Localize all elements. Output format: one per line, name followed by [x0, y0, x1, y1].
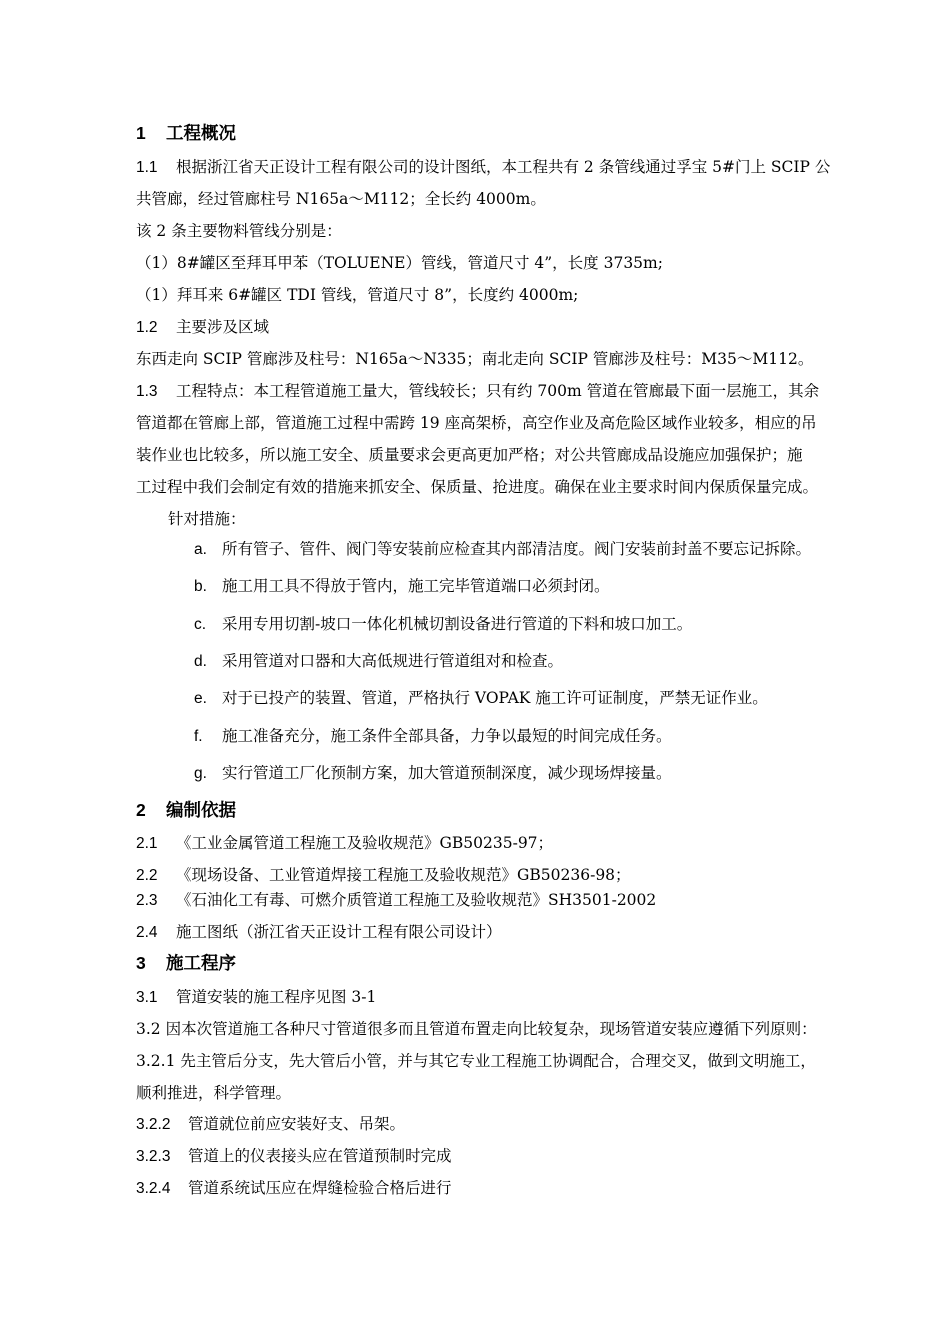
measure-item-a: [194, 539, 811, 560]
clause-number: 2.2: [136, 867, 158, 884]
paragraph-3-2-1-line-1: 3.2.1 先主管后分支，先大管后小管，并与其它专业工程施工协调配合，合理交叉，做到文明施工，: [136, 1052, 816, 1070]
measure-item-f: [194, 726, 672, 747]
reference-item-2-4: [136, 922, 502, 943]
paragraph-text: 主要涉及区域: [176, 318, 270, 336]
measure-item-c: [194, 614, 692, 635]
paragraph-text: 工程特点：本工程管道施工量大，管线较长；只有约 700m 管道在管廊最下面一层施工，其余: [176, 382, 820, 400]
pipeline-item-1: （1）8#罐区至拜耳甲苯（TOLUENE）管线，管道尺寸 4”，长度 3735m;: [136, 254, 663, 272]
paragraph-3-2-3: [136, 1146, 452, 1167]
reference-item-2-2: [136, 865, 631, 886]
paragraph-text: 管道系统试压应在焊缝检验合格后进行: [188, 1179, 452, 1197]
paragraph-1-3-line-1: [136, 381, 819, 402]
clause-number: 3.2.4: [136, 1180, 171, 1197]
list-text: 采用管道对口器和大高低规进行管道组对和检查。: [222, 652, 564, 670]
clause-number: 3.2.3: [136, 1148, 171, 1165]
list-label: a.: [194, 541, 207, 558]
reference-item-2-3: [136, 890, 656, 911]
section-1-heading: [136, 123, 236, 144]
section-number: 2: [136, 800, 146, 820]
section-number: 3: [136, 953, 146, 973]
paragraph-1-1-line-2: 共管廊，经过管廊柱号 N165a～M112；全长约 4000m。: [136, 190, 546, 208]
paragraph-text: 管道就位前应安装好支、吊架。: [188, 1115, 406, 1133]
paragraph-text: 管道安装的施工程序见图 3-1: [176, 988, 377, 1006]
paragraph-1-3-line-3: 装作业也比较多，所以施工安全、质量要求会更高更加严格；对公共管廊成品设施应加强保护；施: [136, 446, 803, 464]
list-text: 施工用工具不得放于管内，施工完毕管道端口必须封闭。: [222, 577, 610, 595]
measure-item-e: [194, 688, 768, 709]
reference-text: 《工业金属管道工程施工及验收规范》GB50235-97；: [176, 834, 554, 852]
list-label: b.: [194, 578, 207, 595]
measure-item-b: [194, 576, 610, 597]
reference-text: 施工图纸（浙江省天正设计工程有限公司设计）: [176, 923, 502, 941]
section-title: 编制依据: [166, 801, 236, 821]
list-label: g.: [194, 765, 207, 782]
reference-text: 《石油化工有毒、可燃介质管道工程施工及验收规范》SH3501-2002: [176, 891, 657, 909]
reference-text: 《现场设备、工业管道焊接工程施工及验收规范》GB50236-98；: [176, 866, 631, 884]
area-columns-line: 东西走向 SCIP 管廊涉及柱号：N165a～N335；南北走向 SCIP 管廊涉及柱号：M35～M112。: [136, 350, 814, 368]
clause-number: 1.2: [136, 319, 158, 336]
clause-number: 3.1: [136, 989, 158, 1006]
section-2-heading: [136, 800, 236, 821]
reference-item-2-1: [136, 833, 553, 854]
paragraph-3-2-2: [136, 1114, 405, 1135]
list-label: e.: [194, 690, 207, 707]
paragraph-1-1-line-1: [136, 157, 830, 178]
section-3-heading: [136, 953, 236, 974]
list-label: d.: [194, 653, 207, 670]
clause-number: 2.3: [136, 892, 158, 909]
section-title: 工程概况: [166, 124, 236, 144]
paragraph-text: 管道上的仪表接头应在管道预制时完成: [188, 1147, 452, 1165]
list-text: 施工准备充分，施工条件全部具备，力争以最短的时间完成任务。: [222, 727, 672, 745]
list-text: 采用专用切割-坡口一体化机械切割设备进行管道的下料和坡口加工。: [222, 615, 693, 633]
paragraph-1-3-line-2: 管道都在管廊上部，管道施工过程中需跨 19 座高架桥，高空作业及高危险区域作业较多，相应的吊: [136, 414, 817, 432]
paragraph-3-2-1-line-2: 顺利推进，科学管理。: [136, 1084, 292, 1102]
section-number: 1: [136, 123, 146, 143]
paragraph-1-3-line-4: 工过程中我们会制定有效的措施来抓安全、保质量、抢进度。确保在业主要求时间内保质保量完成。: [136, 478, 819, 496]
pipeline-item-2: （1）拜耳来 6#罐区 TDI 管线，管道尺寸 8”，长度约 4000m;: [136, 286, 579, 304]
measure-item-g: [194, 763, 672, 784]
pipelines-intro: 该 2 条主要物料管线分别是：: [136, 222, 342, 240]
list-text: 所有管子、管件、阀门等安装前应检查其内部清洁度。阀门安装前封盖不要忘记拆除。: [222, 540, 812, 558]
paragraph-1-2: [136, 317, 269, 338]
list-text: 对于已投产的装置、管道，严格执行 VOPAK 施工许可证制度，严禁无证作业。: [222, 689, 768, 707]
section-title: 施工程序: [166, 954, 236, 974]
clause-number: 1.3: [136, 383, 158, 400]
measure-item-d: [194, 651, 563, 672]
paragraph-3-2: 3.2 因本次管道施工各种尺寸管道很多而且管道布置走向比较复杂，现场管道安装应遵循下列原则：: [136, 1020, 817, 1038]
paragraph-3-2-4: [136, 1178, 452, 1199]
paragraph-text: 根据浙江省天正设计工程有限公司的设计图纸，本工程共有 2 条管线通过孚宝 5#门上 SCIP 公: [176, 158, 831, 176]
clause-number: 2.1: [136, 835, 158, 852]
clause-number: 1.1: [136, 159, 158, 176]
measures-intro: 针对措施：: [168, 510, 246, 528]
list-label: f.: [194, 728, 203, 745]
clause-number: 3.2.2: [136, 1116, 171, 1133]
list-text: 实行管道工厂化预制方案，加大管道预制深度，减少现场焊接量。: [222, 764, 672, 782]
clause-number: 2.4: [136, 924, 158, 941]
list-label: c.: [194, 616, 207, 633]
paragraph-3-1: [136, 987, 376, 1008]
